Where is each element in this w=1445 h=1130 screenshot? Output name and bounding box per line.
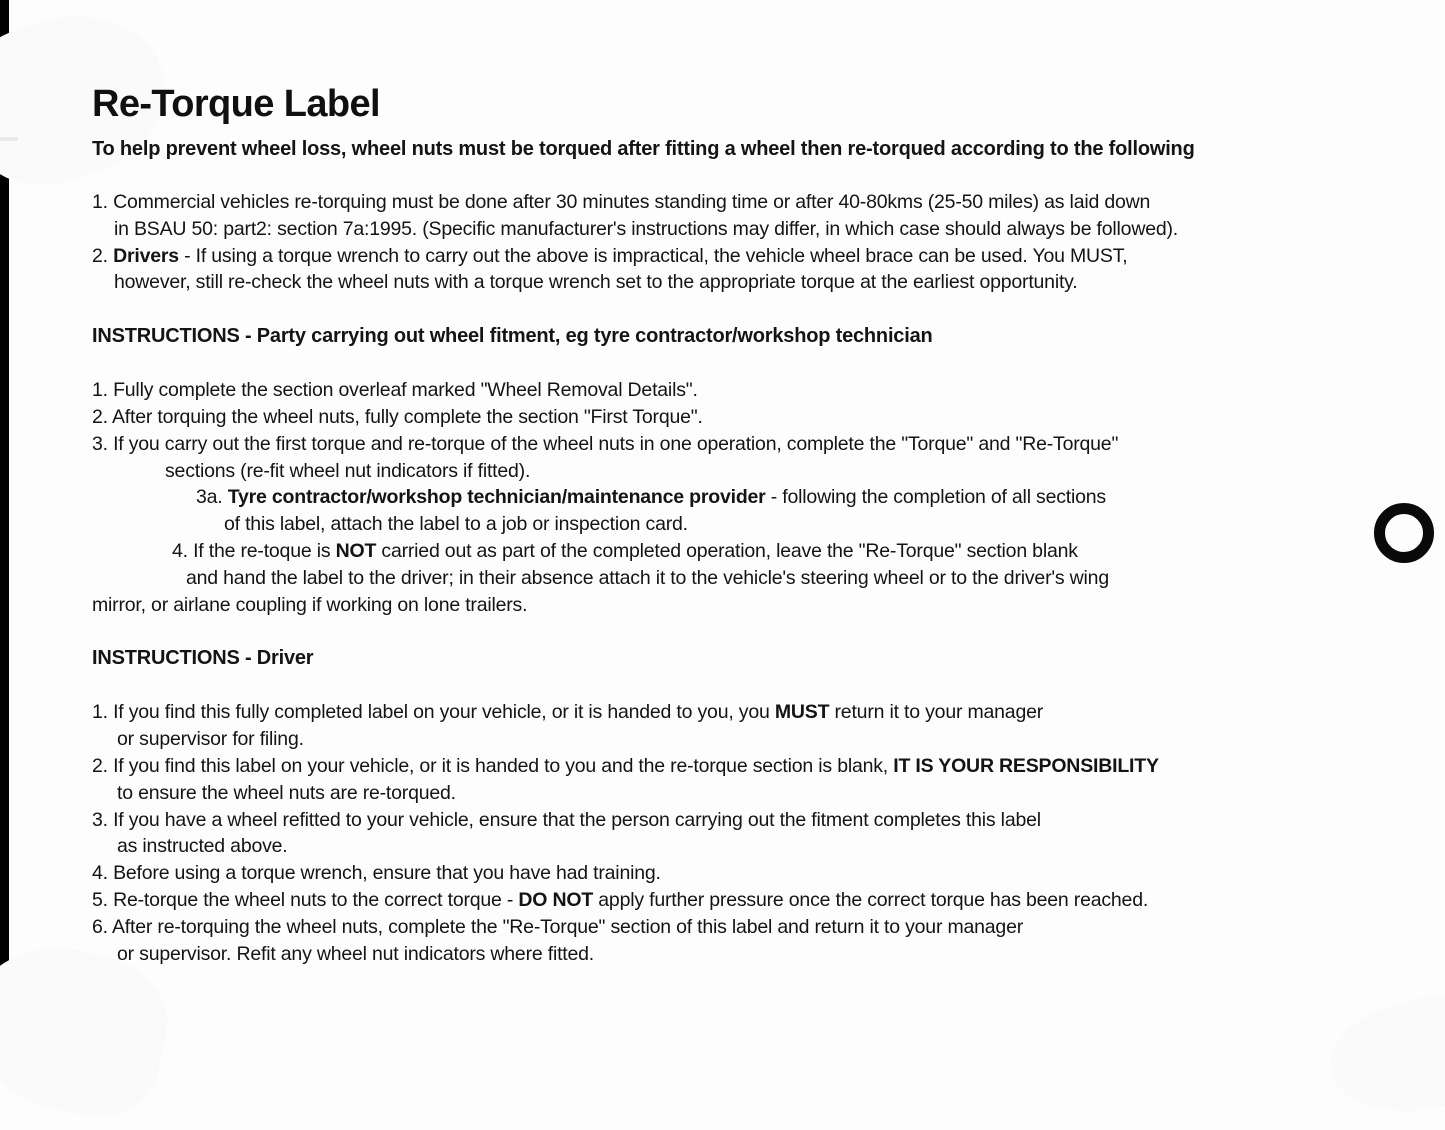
page-title: Re-Torque Label bbox=[92, 83, 380, 125]
doc-line bbox=[0, 404, 1445, 431]
text-segment: 4. If the re-toque is bbox=[172, 539, 336, 562]
section-heading: INSTRUCTIONS - Driver bbox=[92, 647, 314, 670]
text-segment: 1. Fully complete the section overleaf marked "Wheel Removal Details". bbox=[92, 379, 698, 402]
doc-line bbox=[0, 511, 1445, 538]
text-segment: carried out as part of the completed operation, leave the "Re-Torque" section blank bbox=[376, 539, 1078, 562]
text-segment: return it to your manager bbox=[829, 701, 1044, 724]
bottom-right-watermark-shape bbox=[1319, 980, 1445, 1130]
text-segment: NOT bbox=[335, 539, 377, 562]
text-segment: Drivers bbox=[113, 244, 179, 267]
doc-line bbox=[0, 753, 1445, 780]
section-heading: INSTRUCTIONS - Party carrying out wheel fitment, eg tyre contractor/workshop technician bbox=[92, 325, 933, 348]
text-segment: 4. Before using a torque wrench, ensure that you have had training. bbox=[92, 862, 661, 885]
text-segment: apply further pressure once the correct torque has been reached. bbox=[593, 888, 1149, 911]
text-segment: 2. bbox=[92, 244, 114, 267]
text-segment: to ensure the wheel nuts are re-torqued. bbox=[117, 781, 456, 804]
doc-line bbox=[0, 699, 1445, 726]
text-segment: 3. If you have a wheel refitted to your vehicle, ensure that the person carrying out the fitment completes this label bbox=[92, 808, 1041, 831]
text-segment: 2. If you find this label on your vehicle, or it is handed to you and the re-torque section is blank, bbox=[92, 754, 894, 777]
doc-line bbox=[0, 887, 1445, 914]
doc-line bbox=[0, 269, 1445, 296]
text-segment: in BSAU 50: part2: section 7a:1995. (Specific manufacturer's instructions may differ, in which case should always be followed). bbox=[114, 217, 1179, 240]
general-instructions-list bbox=[0, 189, 1445, 296]
doc-line bbox=[0, 538, 1445, 565]
doc-line bbox=[0, 458, 1445, 485]
doc-line bbox=[0, 431, 1445, 458]
text-segment: of this label, attach the label to a job or inspection card. bbox=[224, 513, 688, 536]
text-segment: 6. After re-torquing the wheel nuts, complete the "Re-Torque" section of this label and return it to your manager bbox=[92, 915, 1024, 938]
text-segment: 1. Commercial vehicles re-torquing must be done after 30 minutes standing time or after 40-80kms (25-50 miles) as laid down bbox=[92, 191, 1151, 213]
text-segment: however, still re-check the wheel nuts with a torque wrench set to the appropriate torque at the earliest opportunity. bbox=[114, 271, 1078, 294]
text-segment: 2. After torquing the wheel nuts, fully complete the section "First Torque". bbox=[92, 405, 703, 428]
doc-line bbox=[0, 243, 1445, 270]
text-segment: or supervisor. Refit any wheel nut indicators where fitted. bbox=[117, 942, 595, 965]
doc-line bbox=[0, 807, 1445, 834]
text-segment: 5. Re-torque the wheel nuts to the correct torque - bbox=[92, 888, 519, 911]
text-segment: 1. If you find this fully completed label on your vehicle, or it is handed to you, you bbox=[92, 701, 775, 724]
doc-line bbox=[0, 833, 1445, 860]
doc-line bbox=[0, 484, 1445, 511]
text-segment: - following the completion of all sections bbox=[765, 486, 1106, 509]
doc-line bbox=[0, 941, 1445, 968]
text-segment: 3. If you carry out the first torque and re-torque of the wheel nuts in one operation, complete the "Torque" and "Re-Torque" bbox=[92, 432, 1119, 455]
doc-line bbox=[0, 860, 1445, 887]
intro-statement: To help prevent wheel loss, wheel nuts must be torqued after fitting a wheel then re-torqued according to the following bbox=[92, 138, 1195, 160]
text-segment: and hand the label to the driver; in their absence attach it to the vehicle's steering wheel or to the driver's wing bbox=[186, 566, 1109, 589]
text-segment: IT IS YOUR RESPONSIBILITY bbox=[893, 754, 1159, 777]
text-segment: 3a. bbox=[196, 486, 228, 509]
text-segment: mirror, or airlane coupling if working on lone trailers. bbox=[92, 593, 528, 616]
fitter-instructions-list bbox=[0, 377, 1445, 618]
text-segment: sections (re-fit wheel nut indicators if fitted). bbox=[165, 459, 531, 482]
text-segment: Tyre contractor/workshop technician/maintenance provider bbox=[227, 486, 766, 509]
doc-line bbox=[0, 216, 1445, 243]
text-segment: - If using a torque wrench to carry out the above is impractical, the vehicle wheel brace can be used. You MUST, bbox=[178, 244, 1128, 267]
doc-line bbox=[0, 914, 1445, 941]
text-segment: DO NOT bbox=[518, 888, 594, 911]
doc-line bbox=[0, 780, 1445, 807]
doc-line bbox=[0, 592, 1445, 619]
text-segment: MUST bbox=[774, 701, 830, 724]
doc-line bbox=[0, 726, 1445, 753]
doc-line bbox=[0, 189, 1445, 216]
text-segment: or supervisor for filing. bbox=[117, 728, 304, 751]
text-segment: as instructed above. bbox=[117, 835, 288, 858]
punch-hole-ring-icon bbox=[1374, 503, 1434, 563]
doc-line bbox=[0, 377, 1445, 404]
driver-instructions-list bbox=[0, 699, 1445, 967]
doc-line bbox=[0, 565, 1445, 592]
